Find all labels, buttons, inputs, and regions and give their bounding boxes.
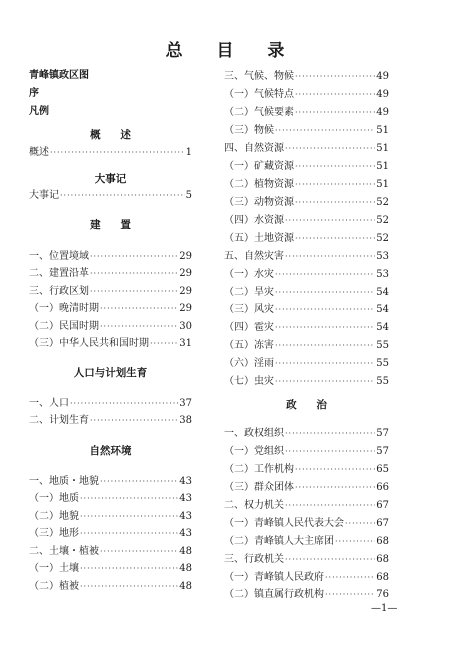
toc-entry[interactable]: 概述 ····· 1 (29, 146, 192, 160)
leader-dots (275, 303, 375, 317)
leader-dots (80, 510, 178, 524)
leader-dots (100, 320, 178, 334)
leader-dots (295, 106, 375, 120)
leader-dots (285, 499, 375, 513)
leader-dots (70, 397, 178, 411)
toc-entry[interactable]: （三）物候 ····· 51 (224, 124, 389, 138)
leader-dots (285, 445, 375, 459)
toc-entry[interactable]: （一）矿藏资源 ····· 51 (224, 160, 389, 174)
leader-dots (90, 250, 178, 264)
toc-entry[interactable]: 二、权力机关 ····· 67 (224, 499, 389, 513)
toc-entry[interactable]: （二）民国时期 ····· 30 (29, 320, 192, 334)
leader-dots (80, 527, 178, 541)
leader-dots (295, 160, 375, 174)
leader-dots (285, 142, 375, 156)
leader-dots (295, 481, 375, 495)
leader-dots (285, 553, 375, 567)
toc-entry[interactable]: （二）青峰镇人大主席团 ····· 68 (224, 535, 389, 549)
toc-left-column (29, 0, 192, 657)
toc-entry[interactable]: （三）动物资源 ····· 52 (224, 196, 389, 210)
toc-entry[interactable]: （一）水灾 ····· 53 (224, 268, 389, 282)
toc-entry[interactable]: 三、行政区划 ····· 29 (29, 285, 192, 299)
section-heading-population: 人口与计划生育 (73, 367, 148, 379)
toc-entry[interactable]: （一）党组织 ····· 57 (224, 445, 389, 459)
leader-dots (295, 70, 375, 84)
leader-dots (60, 189, 185, 203)
toc-entry[interactable]: （二）植被 ····· 48 (29, 580, 192, 594)
front-matter-notes[interactable]: 凡例 (29, 106, 49, 117)
toc-right-column (224, 0, 389, 657)
leader-dots (295, 232, 375, 246)
section-heading-chronicle: 大事记 (94, 173, 127, 185)
leader-dots (80, 562, 178, 576)
leader-dots (285, 250, 375, 264)
toc-entry[interactable]: （二）旱灾 ····· 54 (224, 286, 389, 300)
toc-entry[interactable]: （一）青峰镇人民代表大会 ····· 67 (224, 517, 389, 531)
leader-dots (50, 146, 185, 160)
toc-entry[interactable]: （二）气候要素 ····· 49 (224, 106, 389, 120)
toc-entry[interactable]: 一、政权组织 ····· 57 (224, 427, 389, 441)
leader-dots (100, 545, 178, 559)
leader-dots (100, 302, 178, 316)
leader-dots (90, 414, 178, 428)
toc-entry[interactable]: 四、自然资源 ····· 51 (224, 142, 389, 156)
toc-entry[interactable]: （四）水资源 ····· 52 (224, 214, 389, 228)
toc-entry[interactable]: 一、人口 ····· 37 (29, 397, 192, 411)
leader-dots (275, 357, 375, 371)
leader-dots (325, 588, 375, 602)
toc-entry[interactable]: （三）群众团体 ····· 66 (224, 481, 389, 495)
section-heading-nature: 自然环境 (89, 445, 132, 457)
leader-dots (275, 321, 375, 335)
leader-dots (90, 267, 178, 281)
toc-entry[interactable]: （五）冻害 ····· 55 (224, 339, 389, 353)
toc-entry[interactable]: （二）镇直属行政机构 ····· 76 (224, 588, 389, 602)
front-matter-map[interactable]: 青峰镇政区图 (29, 70, 89, 81)
toc-entry[interactable]: （二）地貌 ····· 43 (29, 510, 192, 524)
toc-entry[interactable]: 大事记 ····· 5 (29, 189, 192, 203)
section-heading-politics: 政 治 (286, 399, 335, 411)
leader-dots (325, 571, 375, 585)
leader-dots (335, 535, 375, 549)
leader-dots (295, 196, 375, 210)
toc-entry[interactable]: 一、位置境域 ····· 29 (29, 250, 192, 264)
toc-entry[interactable]: （二）植物资源 ····· 51 (224, 178, 389, 192)
leader-dots (295, 178, 375, 192)
leader-dots (90, 285, 178, 299)
leader-dots (295, 88, 375, 102)
toc-entry[interactable]: （三）地形 ····· 43 (29, 527, 192, 541)
leader-dots (275, 124, 375, 138)
front-matter-preface[interactable]: 序 (29, 88, 39, 99)
toc-entry[interactable]: （一）土壤 ····· 48 (29, 562, 192, 576)
leader-dots (275, 375, 375, 389)
toc-entry[interactable]: 一、地质・地貌 ····· 43 (29, 475, 192, 489)
toc-entry[interactable]: （一）晚清时期 ····· 29 (29, 302, 192, 316)
leader-dots (345, 517, 375, 531)
toc-entry[interactable]: （一）地质 ····· 43 (29, 492, 192, 506)
toc-entry[interactable]: 二、土壤・植被 ····· 48 (29, 545, 192, 559)
toc-entry[interactable]: （四）雹灾 ····· 54 (224, 321, 389, 335)
section-heading-establishment: 建 置 (90, 219, 139, 231)
toc-entry[interactable]: 五、自然灾害 ····· 53 (224, 250, 389, 264)
toc-entry[interactable]: （三）风灾 ····· 54 (224, 303, 389, 317)
leader-dots (295, 463, 375, 477)
toc-entry[interactable]: （一）青峰镇人民政府 ····· 68 (224, 571, 389, 585)
toc-entry[interactable]: 三、气候、物候 ····· 49 (224, 70, 389, 84)
toc-entry[interactable]: 三、行政机关 ····· 68 (224, 553, 389, 567)
leader-dots (285, 214, 375, 228)
toc-entry[interactable]: （二）工作机构 ····· 65 (224, 463, 389, 477)
page-title: 总 目 录 (165, 41, 299, 61)
section-heading-overview: 概 述 (90, 129, 139, 141)
leader-dots (275, 339, 375, 353)
toc-entry[interactable]: （五）土地资源 ····· 52 (224, 232, 389, 246)
toc-entry[interactable]: （七）虫灾 ····· 55 (224, 375, 389, 389)
leader-dots (275, 286, 375, 300)
leader-dots (80, 492, 178, 506)
toc-entry[interactable]: （三）中华人民共和国时期 ····· 31 (29, 337, 192, 351)
leader-dots (100, 475, 178, 489)
leader-dots (275, 268, 375, 282)
page-number: —1— (371, 603, 398, 614)
leader-dots (285, 427, 375, 441)
toc-entry[interactable]: （六）淫雨 ····· 55 (224, 357, 389, 371)
leader-dots (80, 580, 178, 594)
toc-entry[interactable]: 二、计划生育 ····· 38 (29, 414, 192, 428)
leader-dots (150, 337, 178, 351)
toc-entry[interactable]: （一）气候特点 ····· 49 (224, 88, 389, 102)
toc-entry[interactable]: 二、建置沿革 ····· 29 (29, 267, 192, 281)
